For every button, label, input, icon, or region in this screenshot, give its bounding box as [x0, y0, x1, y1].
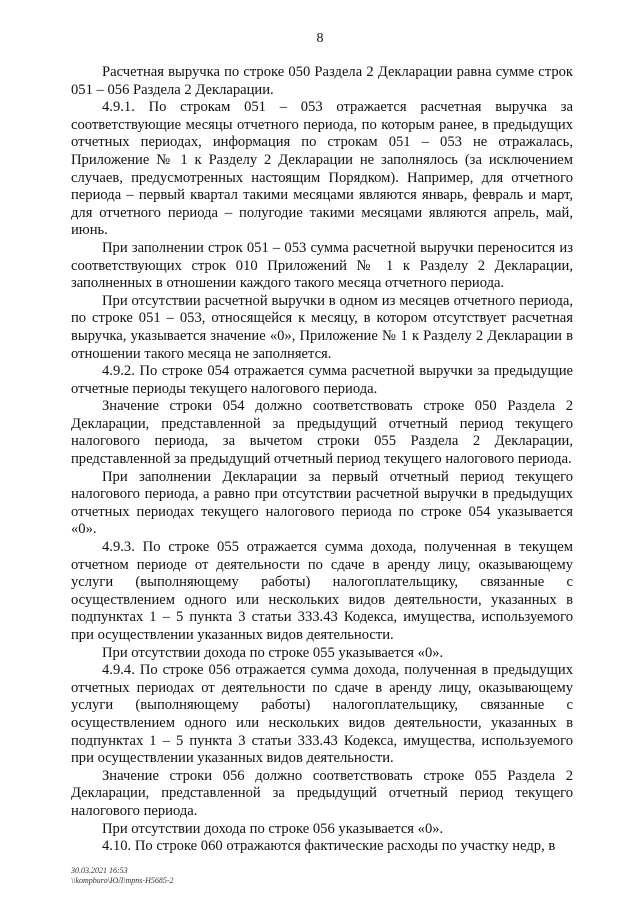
- footer-timestamp: 30.03.2021 16:53: [71, 866, 128, 875]
- paragraph: 4.9.3. По строке 055 отражается сумма дохода, полученная в текущем отчетном периоде от деятельности по сдаче в аренду лицу, оказывающему услуги (выполняющему работы) налогоплательщику, связанные с осуществлением одного или нескольких видов деятельности, указанных в подпунктах 1 – 5 пункта 3 статьи 333.43 Кодекса, имущества, используемого при осуществлении указанных видов деятельности.: [71, 539, 573, 643]
- file-footer: [71, 866, 174, 886]
- paragraph: При отсутствии дохода по строке 055 указывается «0».: [102, 644, 444, 661]
- paragraph: 4.9.4. По строке 056 отражается сумма дохода, полученная в предыдущих отчетных периодах от деятельности по сдаче в аренду лицу, оказывающему услуги (выполняющему работы) налогоплательщику, связанные с осуществлением одного или нескольких видов деятельности, указанных в подпунктах 1 – 5 пункта 3 статьи 333.43 Кодекса, имущества, используемого при осуществлении указанных видов деятельности.: [71, 662, 573, 767]
- paragraph: При заполнении Декларации за первый отчетный период текущего налогового периода, а равно при отсутствии расчетной выручки в предыдущих отчетных периодах текущего налогового периода по строке 054 указывается «0».: [71, 468, 573, 538]
- document-body: [71, 64, 573, 856]
- footer-file-path: \\kompburo\ЮЛ\mpns-H5685-2: [71, 876, 174, 885]
- page-number: 8: [316, 31, 324, 46]
- paragraph: При заполнении строк 051 – 053 сумма расчетной выручки переносится из соответствующих строк 010 Приложений № 1 к Разделу 2 Декларации, заполненных в отношении каждого такого месяца отчетного периода.: [71, 239, 573, 292]
- paragraph: При отсутствии расчетной выручки в одном из месяцев отчетного периода, по строке 051 – 053, относящейся к месяцу, в котором отсутствует расчетная выручка, указывается значение «0», Приложение № 1 к Разделу 2 Декларации в отношении такого месяца не заполняется.: [71, 292, 573, 362]
- paragraph: 4.9.1. По строкам 051 – 053 отражается расчетная выручка за соответствующие месяцы отчетного периода, по которым ранее, в предыдущих отчетных периодах, информация по строкам 051 – 053 не отражалась, Приложение № 1 к Разделу 2 Декларации не заполнялось (за исключением случаев, предусмотренных настоящим Порядком). Например, для отчетного периода – первый квартал такими месяцами являются январь, февраль и март, для отчетного периода – полугодие такими месяцами являются апрель, май, июнь.: [71, 99, 573, 239]
- paragraph: Значение строки 056 должно соответствовать строке 055 Раздела 2 Декларации, представленной за предыдущий отчетный период текущего налогового периода.: [71, 767, 573, 819]
- paragraph: Значение строки 054 должно соответствовать строке 050 Раздела 2 Декларации, представленной за предыдущий отчетный период текущего налогового периода, за вычетом строки 055 Раздела 2 Декларации, представленной за предыдущий отчетный период текущего налогового периода.: [71, 398, 573, 468]
- paragraph: Расчетная выручка по строке 050 Раздела 2 Декларации равна сумме строк 051 – 056 Раздела 2 Декларации.: [71, 64, 573, 98]
- paragraph: При отсутствии дохода по строке 056 указывается «0».: [102, 820, 444, 837]
- paragraph: 4.9.2. По строке 054 отражается сумма расчетной выручки за предыдущие отчетные периоды текущего налогового периода.: [71, 363, 573, 397]
- paragraph: 4.10. По строке 060 отражаются фактические расходы по участку недр, в: [102, 838, 556, 855]
